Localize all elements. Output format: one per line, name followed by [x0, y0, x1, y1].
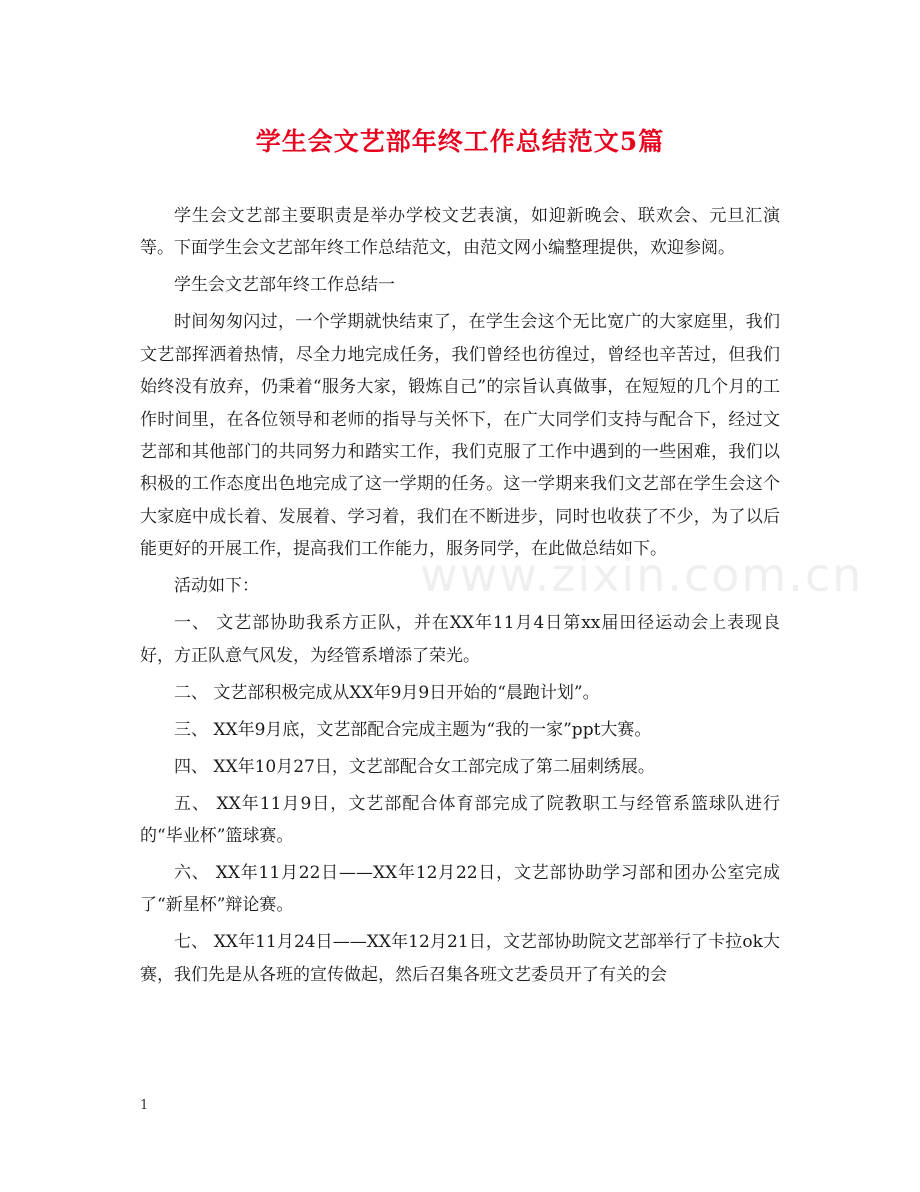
section-heading: 学生会文艺部年终工作总结一	[174, 275, 395, 296]
activities-heading: 活动如下：	[174, 576, 259, 597]
activity-item: 四、 XX年10月27日，文艺部配合女工部完成了第二届刺绣展。	[174, 756, 655, 777]
activity-item: 六、 XX年11月22日——XX年12月22日，文艺部协助学习部和团办公室完成了“新星杯”辩论赛。	[140, 863, 780, 916]
activity-item: 三、 XX年9月底，文艺部配合完成主题为“我的一家”ppt大赛。	[174, 719, 652, 740]
activity-item: 五、 XX年11月9日，文艺部配合体育部完成了院教职工与经管系篮球队进行的“毕业杯”篮球赛。	[140, 793, 780, 847]
activity-item: 一、 文艺部协助我系方正队，并在XX年11月4日第xx届田径运动会上表现良好，方正队意气风发，为经管系增添了荣光。	[140, 613, 780, 666]
activity-item: 七、 XX年11月24日——XX年12月21日，文艺部协助院文艺部举行了卡拉ok大赛，我们先是从各班的宣传做起，然后召集各班文艺委员开了有关的会	[140, 932, 780, 985]
watermark: www.zixin.com.cn	[420, 548, 864, 602]
page-number: 1	[140, 1098, 149, 1113]
document-title: 学生会文艺部年终工作总结范文5篇	[255, 127, 665, 156]
activity-item: 二、 文艺部积极完成从XX年9月9日开始的“晨跑计划”。	[174, 682, 600, 703]
paragraph-summary: 时间匆匆闪过，一个学期就快结束了，在学生会这个无比宽广的大家庭里，我们文艺部挥洒着热情，尽全力地完成任务，我们曾经也彷徨过，曾经也辛苦过，但我们始终没有放弃，仍秉着“服务大家，锻炼自己”的宗旨认真做事，在短短的几个月的工作时间里，在各位领导和老师的指导与关怀下，在广大同学们支持与配合下，经过文艺部和其他部门的共同努力和踏实工作，我们克服了工作中遇到的一些困难，我们以积极的工作态度出色地完成了这一学期的任务。这一学期来我们文艺部在学生会这个大家庭中成长着、发展着、学习着，我们在不断进步，同时也收获了不少，为了以后能更好的开展工作，提高我们工作能力，服务同学，在此做总结如下。	[140, 312, 780, 560]
paragraph-intro: 学生会文艺部主要职责是举办学校文艺表演，如迎新晚会、联欢会、元旦汇演等。下面学生会文艺部年终工作总结范文，由范文网小编整理提供，欢迎参阅。	[140, 206, 780, 259]
